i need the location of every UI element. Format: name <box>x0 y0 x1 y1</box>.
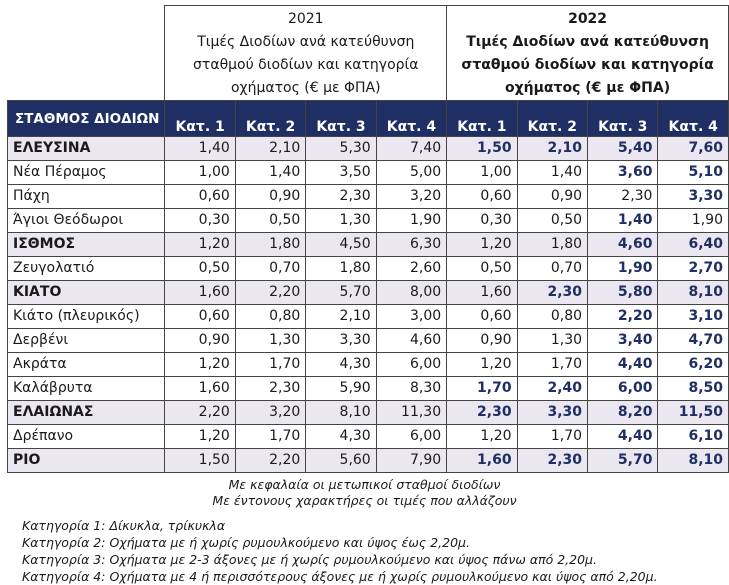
price-2022-cat3: 4,40 <box>588 425 658 449</box>
price-2022-cat1: 0,30 <box>447 209 517 233</box>
table-row <box>8 377 729 401</box>
price-2021-cat1: 2,20 <box>165 401 235 425</box>
price-2021-cat4: 7,90 <box>376 449 446 473</box>
price-2021-cat4: 6,00 <box>376 353 446 377</box>
price-2022-cat4: 4,70 <box>658 329 729 353</box>
price-2022-cat3: 5,70 <box>588 449 658 473</box>
price-2021-cat2: 2,20 <box>235 281 305 305</box>
price-2021-cat1: 0,30 <box>165 209 235 233</box>
price-2022-cat2: 3,30 <box>517 401 587 425</box>
price-2022-cat4: 5,10 <box>658 161 729 185</box>
station-name: ΙΣΘΜΟΣ <box>8 233 165 257</box>
category-header-2022-3: Κατ. 3 <box>588 101 658 137</box>
price-2021-cat3: 1,30 <box>306 209 376 233</box>
price-2022-cat2: 2,40 <box>517 377 587 401</box>
price-2021-cat2: 1,40 <box>235 161 305 185</box>
category-header-2021-4: Κατ. 4 <box>376 101 446 137</box>
station-name: Νέα Πέραμος <box>8 161 165 185</box>
price-2022-cat4: 8,10 <box>658 449 729 473</box>
year-header-row <box>8 6 729 101</box>
station-name: ΕΛΑΙΩΝΑΣ <box>8 401 165 425</box>
price-2021-cat4: 6,30 <box>376 233 446 257</box>
price-2022-cat1: 1,50 <box>447 137 517 161</box>
price-2021-cat2: 0,80 <box>235 305 305 329</box>
price-2022-cat2: 2,10 <box>517 137 587 161</box>
category-header-2021-3: Κατ. 3 <box>306 101 376 137</box>
year-2022-header <box>447 6 729 101</box>
station-name: ΡΙΟ <box>8 449 165 473</box>
year-2022-label: 2022 <box>568 11 608 27</box>
price-2021-cat2: 1,80 <box>235 233 305 257</box>
price-2022-cat2: 1,70 <box>517 353 587 377</box>
price-2022-cat2: 2,30 <box>517 281 587 305</box>
category-note-3: Κατηγορία 3: Οχήματα με 2-3 άξονες με ή χωρίς ρυμουλκούμενο και ύψος πάνω από 2,20μ. <box>22 552 597 567</box>
price-2022-cat2: 1,80 <box>517 233 587 257</box>
table-row <box>8 209 729 233</box>
price-2021-cat2: 0,90 <box>235 185 305 209</box>
price-2022-cat3: 3,60 <box>588 161 658 185</box>
price-2022-cat3: 1,40 <box>588 209 658 233</box>
station-name: ΚΙΑΤΟ <box>8 281 165 305</box>
price-2021-cat1: 0,50 <box>165 257 235 281</box>
price-2022-cat3: 4,60 <box>588 233 658 257</box>
price-2022-cat4: 8,50 <box>658 377 729 401</box>
price-2021-cat4: 5,00 <box>376 161 446 185</box>
station-name: Άγιοι Θεόδωροι <box>8 209 165 233</box>
price-2022-cat4: 7,60 <box>658 137 729 161</box>
price-2021-cat3: 4,50 <box>306 233 376 257</box>
price-2022-cat2: 0,70 <box>517 257 587 281</box>
price-2022-cat2: 1,30 <box>517 329 587 353</box>
year-2021-label: 2021 <box>287 11 324 27</box>
price-2021-cat1: 1,20 <box>165 425 235 449</box>
price-2021-cat2: 0,70 <box>235 257 305 281</box>
table-row <box>8 233 729 257</box>
price-2022-cat2: 0,50 <box>517 209 587 233</box>
price-2021-cat2: 1,70 <box>235 353 305 377</box>
price-2022-cat3: 5,40 <box>588 137 658 161</box>
station-name: ΕΛΕΥΣΙΝΑ <box>8 137 165 161</box>
price-2021-cat2: 0,50 <box>235 209 305 233</box>
price-2021-cat3: 1,80 <box>306 257 376 281</box>
price-2022-cat4: 1,90 <box>658 209 729 233</box>
price-2022-cat4: 2,70 <box>658 257 729 281</box>
price-2021-cat1: 1,20 <box>165 233 235 257</box>
category-note-2: Κατηγορία 2: Οχήματα με ή χωρίς ρυμουλκούμενο και ύψος έως 2,20μ. <box>22 535 470 550</box>
price-2022-cat1: 0,50 <box>447 257 517 281</box>
category-header-2021-1: Κατ. 1 <box>165 101 235 137</box>
table-row <box>8 281 729 305</box>
price-2021-cat2: 2,20 <box>235 449 305 473</box>
price-2022-cat1: 1,20 <box>447 233 517 257</box>
legend-notes <box>0 477 729 509</box>
price-2022-cat3: 2,30 <box>588 185 658 209</box>
price-2022-cat1: 1,60 <box>447 281 517 305</box>
note-capitals: Με κεφαλαία οι μετωπικοί σταθμοί διοδίων <box>228 477 501 492</box>
price-2022-cat1: 1,60 <box>447 449 517 473</box>
price-2021-cat2: 1,70 <box>235 425 305 449</box>
price-2021-cat3: 3,50 <box>306 161 376 185</box>
price-2021-cat3: 4,30 <box>306 425 376 449</box>
category-header-2021-2: Κατ. 2 <box>235 101 305 137</box>
price-2022-cat1: 1,20 <box>447 353 517 377</box>
price-2021-cat4: 2,60 <box>376 257 446 281</box>
station-name: Κιάτο (πλευρικός) <box>8 305 165 329</box>
table-row <box>8 185 729 209</box>
price-2021-cat3: 3,30 <box>306 329 376 353</box>
price-2022-cat4: 6,10 <box>658 425 729 449</box>
price-2022-cat3: 6,00 <box>588 377 658 401</box>
price-2021-cat1: 0,60 <box>165 185 235 209</box>
price-2021-cat1: 1,60 <box>165 281 235 305</box>
price-2022-cat2: 1,70 <box>517 425 587 449</box>
price-2021-cat1: 1,00 <box>165 161 235 185</box>
price-2021-cat3: 5,30 <box>306 137 376 161</box>
price-2022-cat1: 1,00 <box>447 161 517 185</box>
station-name: Ζευγολατιό <box>8 257 165 281</box>
station-name: Δερβένι <box>8 329 165 353</box>
price-2022-cat3: 8,20 <box>588 401 658 425</box>
price-2022-cat2: 0,90 <box>517 185 587 209</box>
price-2022-cat1: 0,60 <box>447 305 517 329</box>
column-header-row <box>8 101 729 137</box>
table-row <box>8 305 729 329</box>
price-2022-cat3: 2,20 <box>588 305 658 329</box>
price-2021-cat1: 0,60 <box>165 305 235 329</box>
table-row <box>8 425 729 449</box>
price-2021-cat4: 11,30 <box>376 401 446 425</box>
toll-prices-table <box>7 5 729 473</box>
category-header-2022-4: Κατ. 4 <box>658 101 729 137</box>
price-2021-cat3: 2,30 <box>306 185 376 209</box>
price-2022-cat1: 2,30 <box>447 401 517 425</box>
price-2022-cat3: 4,40 <box>588 353 658 377</box>
price-2022-cat4: 11,50 <box>658 401 729 425</box>
price-2021-cat4: 6,00 <box>376 425 446 449</box>
year-2022-subtitle: Τιμές Διοδίων ανά κατεύθυνση σταθμού διοδίων και κατηγορία οχήματος (€ με ΦΠΑ) <box>461 34 714 96</box>
category-note-1: Κατηγορία 1: Δίκυκλα, τρίκυκλα <box>22 518 226 533</box>
table-row <box>8 137 729 161</box>
price-2022-cat4: 6,20 <box>658 353 729 377</box>
price-2021-cat3: 2,10 <box>306 305 376 329</box>
price-2021-cat3: 5,60 <box>306 449 376 473</box>
category-header-2022-1: Κατ. 1 <box>447 101 517 137</box>
note-bold-changes: Με έντονους χαρακτήρες οι τιμές που αλλάζουν <box>212 493 517 508</box>
price-2022-cat1: 0,60 <box>447 185 517 209</box>
price-2021-cat4: 4,60 <box>376 329 446 353</box>
price-2021-cat2: 2,10 <box>235 137 305 161</box>
price-2021-cat4: 8,00 <box>376 281 446 305</box>
station-name: Καλάβρυτα <box>8 377 165 401</box>
category-header-2022-2: Κατ. 2 <box>517 101 587 137</box>
price-2021-cat4: 3,20 <box>376 185 446 209</box>
price-2021-cat2: 3,20 <box>235 401 305 425</box>
price-2021-cat4: 1,90 <box>376 209 446 233</box>
table-row <box>8 329 729 353</box>
price-2021-cat3: 5,90 <box>306 377 376 401</box>
price-2021-cat1: 0,90 <box>165 329 235 353</box>
price-2022-cat1: 0,90 <box>447 329 517 353</box>
corner-blank-cell <box>8 6 165 101</box>
station-name: Πάχη <box>8 185 165 209</box>
price-2022-cat4: 3,10 <box>658 305 729 329</box>
table-row <box>8 161 729 185</box>
station-name: Ακράτα <box>8 353 165 377</box>
price-2021-cat4: 3,00 <box>376 305 446 329</box>
price-2022-cat2: 2,30 <box>517 449 587 473</box>
table-row <box>8 353 729 377</box>
price-2022-cat4: 8,10 <box>658 281 729 305</box>
price-2021-cat1: 1,60 <box>165 377 235 401</box>
category-note-4: Κατηγορία 4: Οχήματα με 4 ή περισσότερους άξονες με ή χωρίς ρυμουλκούμενο και ύψος από 2,20μ. <box>22 569 658 584</box>
price-2022-cat2: 1,40 <box>517 161 587 185</box>
station-column-header: ΣΤΑΘΜΟΣ ΔΙΟΔΙΩΝ <box>8 101 165 137</box>
price-2021-cat3: 4,30 <box>306 353 376 377</box>
table-row <box>8 257 729 281</box>
price-2022-cat3: 3,40 <box>588 329 658 353</box>
price-2021-cat4: 7,40 <box>376 137 446 161</box>
year-2021-subtitle: Τιμές Διοδίων ανά κατεύθυνση σταθμού διοδίων και κατηγορία οχήματος (€ με ΦΠΑ) <box>193 34 419 96</box>
price-2021-cat2: 2,30 <box>235 377 305 401</box>
price-2022-cat1: 1,20 <box>447 425 517 449</box>
table-row <box>8 449 729 473</box>
price-2021-cat3: 8,10 <box>306 401 376 425</box>
price-2021-cat2: 1,30 <box>235 329 305 353</box>
category-definitions <box>22 517 658 585</box>
price-2022-cat4: 3,30 <box>658 185 729 209</box>
price-2022-cat4: 6,40 <box>658 233 729 257</box>
price-2022-cat3: 1,90 <box>588 257 658 281</box>
price-2022-cat2: 0,80 <box>517 305 587 329</box>
station-name: Δρέπανο <box>8 425 165 449</box>
price-2022-cat3: 5,80 <box>588 281 658 305</box>
price-2021-cat3: 5,70 <box>306 281 376 305</box>
price-2022-cat1: 1,70 <box>447 377 517 401</box>
price-2021-cat4: 8,30 <box>376 377 446 401</box>
table-row <box>8 401 729 425</box>
price-2021-cat1: 1,50 <box>165 449 235 473</box>
price-2021-cat1: 1,20 <box>165 353 235 377</box>
year-2021-header <box>165 6 447 101</box>
price-2021-cat1: 1,40 <box>165 137 235 161</box>
